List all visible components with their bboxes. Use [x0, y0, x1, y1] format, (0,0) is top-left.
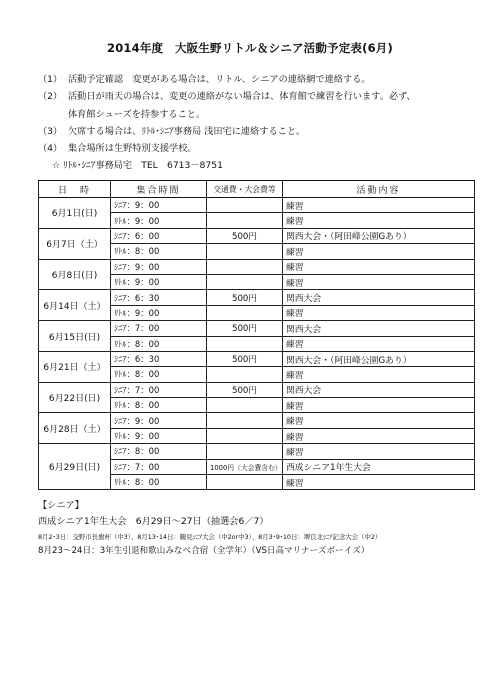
fee-cell	[207, 428, 283, 443]
activity-cell: 練習	[283, 444, 475, 459]
time-cell: ﾘﾄﾙ：8：00	[111, 398, 207, 413]
time-cell: ｼﾆｱ：6：30	[111, 290, 207, 305]
schedule-table	[38, 180, 475, 490]
time-cell: ﾘﾄﾙ：9：00	[111, 305, 207, 320]
fee-cell	[207, 259, 283, 274]
fee-cell	[207, 336, 283, 351]
senior-line-tournament: 西成シニア1年生大会 6月29日～27日（抽選会6／7）	[38, 516, 269, 527]
time-cell: ﾘﾄﾙ：8：00	[111, 475, 207, 490]
fee-cell	[207, 444, 283, 459]
table-row	[39, 321, 475, 336]
fee-cell: 500円	[207, 351, 283, 366]
time-cell: ﾘﾄﾙ：8：00	[111, 336, 207, 351]
senior-line-camp: 8月23～24日：3年生引退和歌山みなべ合宿（全学年）（VS日高マリナーズボーイズ）	[38, 546, 370, 556]
time-cell: ｼﾆｱ：6：30	[111, 351, 207, 366]
note-number: （4）	[38, 143, 63, 155]
fee-cell: 1000円（大会費含む）	[207, 459, 283, 474]
header-time: 集合時間	[111, 181, 207, 198]
notes-section	[38, 71, 478, 175]
activity-cell: 西成シニア1年生大会	[283, 459, 475, 474]
note-number: （1）	[38, 74, 63, 85]
activity-cell: 練習	[283, 213, 475, 228]
note-text: 欠席する場合は、ﾘﾄﾙ･ｼﾆｱ事務局 浅田宅に連絡すること。	[68, 125, 306, 137]
date-cell: 6月8日(日)	[39, 259, 111, 290]
time-cell: ｼﾆｱ：7：00	[111, 321, 207, 336]
note-text: 活動日が雨天の場合は、変更の連絡がない場合は、体育館で練習を行います。必ず、	[68, 91, 416, 103]
senior-section	[38, 499, 488, 558]
time-cell: ｼﾆｱ：9：00	[111, 413, 207, 428]
table-header-row	[39, 181, 475, 198]
activity-cell: 練習	[283, 274, 475, 289]
fee-cell	[207, 367, 283, 382]
date-cell: 6月14日（土）	[39, 290, 111, 321]
fee-cell	[207, 398, 283, 413]
header-activity: 活動内容	[283, 181, 475, 198]
activity-cell: 練習	[283, 428, 475, 443]
fee-cell	[207, 413, 283, 428]
activity-cell: 練習	[283, 259, 475, 274]
time-cell: ﾘﾄﾙ：9：00	[111, 428, 207, 443]
activity-cell: 練習	[283, 305, 475, 320]
note-number: （3）	[38, 125, 63, 137]
date-cell: 6月7日（土）	[39, 228, 111, 259]
activity-cell: 練習	[283, 198, 475, 213]
fee-cell	[207, 475, 283, 490]
fee-cell	[207, 213, 283, 228]
time-cell: ﾘﾄﾙ：9：00	[111, 213, 207, 228]
activity-cell: 練習	[283, 367, 475, 382]
time-cell: ｼﾆｱ：8：00	[111, 444, 207, 459]
table-row	[39, 444, 475, 459]
time-cell: ｼﾆｱ：9：00	[111, 259, 207, 274]
page-title: 2014年度 大阪生野リトル＆シニア活動予定表(6月)	[107, 41, 393, 55]
fee-cell: 500円	[207, 382, 283, 397]
activity-cell: 練習	[283, 244, 475, 259]
time-cell: ｼﾆｱ：6：00	[111, 228, 207, 243]
table-row	[39, 228, 475, 243]
fee-cell	[207, 274, 283, 289]
fee-cell	[207, 198, 283, 213]
table-row	[39, 351, 475, 366]
time-cell: ﾘﾄﾙ：9：00	[111, 274, 207, 289]
activity-cell: 練習	[283, 398, 475, 413]
note-item	[38, 71, 478, 88]
table-row	[39, 198, 475, 213]
header-fee: 交通費・大会費等	[207, 181, 283, 198]
activity-cell: 関西大会・（阿田峰公園Gあり）	[283, 228, 475, 243]
table-row	[39, 413, 475, 428]
senior-line-august-events: 8月2･3日：交野市長旗杯（中3）、8月13･14日：鶴見ｼﾆｱ大会（中2or中3）、8月3･9･10日：堺良北ｼﾆｱ記念大会（中2）	[38, 533, 382, 541]
table-row	[39, 290, 475, 305]
time-cell: ｼﾆｱ：9：00	[111, 198, 207, 213]
fee-cell: 500円	[207, 290, 283, 305]
activity-cell: 関西大会・（阿田峰公園Gあり）	[283, 351, 475, 366]
time-cell: ﾘﾄﾙ：8：00	[111, 244, 207, 259]
date-cell: 6月1日(日)	[39, 198, 111, 229]
activity-cell: 練習	[283, 413, 475, 428]
note-item	[38, 140, 478, 157]
table-row	[39, 259, 475, 274]
time-cell: ｼﾆｱ：7：00	[111, 459, 207, 474]
header-date: 日 時	[39, 181, 111, 198]
activity-cell: 関西大会	[283, 382, 475, 397]
note-number: （2）	[38, 91, 63, 103]
date-cell: 6月22日(日)	[39, 382, 111, 413]
date-cell: 6月21日（土）	[39, 351, 111, 382]
time-cell: ｼﾆｱ：7：00	[111, 382, 207, 397]
activity-cell: 関西大会	[283, 290, 475, 305]
fee-cell	[207, 244, 283, 259]
note-text: 活動予定確認 変更がある場合は、リトル、シニアの連絡網で連絡する。	[68, 74, 371, 85]
date-cell: 6月28日（土）	[39, 413, 111, 444]
activity-cell: 練習	[283, 336, 475, 351]
time-cell: ﾘﾄﾙ：8：00	[111, 367, 207, 382]
note-text: 集合場所は生野特別支援学校。	[68, 143, 197, 155]
senior-heading: 【シニア】	[38, 500, 84, 511]
date-cell: 6月15日(日)	[39, 321, 111, 352]
note-continuation: 体育館シューズを持参すること。	[68, 108, 206, 120]
note-item	[38, 88, 478, 105]
fee-cell	[207, 305, 283, 320]
fee-cell: 500円	[207, 228, 283, 243]
activity-cell: 練習	[283, 475, 475, 490]
contact-line: ☆ ﾘﾄﾙ･ｼﾆｱ事務局宅 TEL 6713－8751	[52, 160, 223, 172]
activity-cell: 関西大会	[283, 321, 475, 336]
date-cell: 6月29日(日)	[39, 444, 111, 490]
note-item	[38, 123, 478, 140]
table-row	[39, 382, 475, 397]
fee-cell: 500円	[207, 321, 283, 336]
